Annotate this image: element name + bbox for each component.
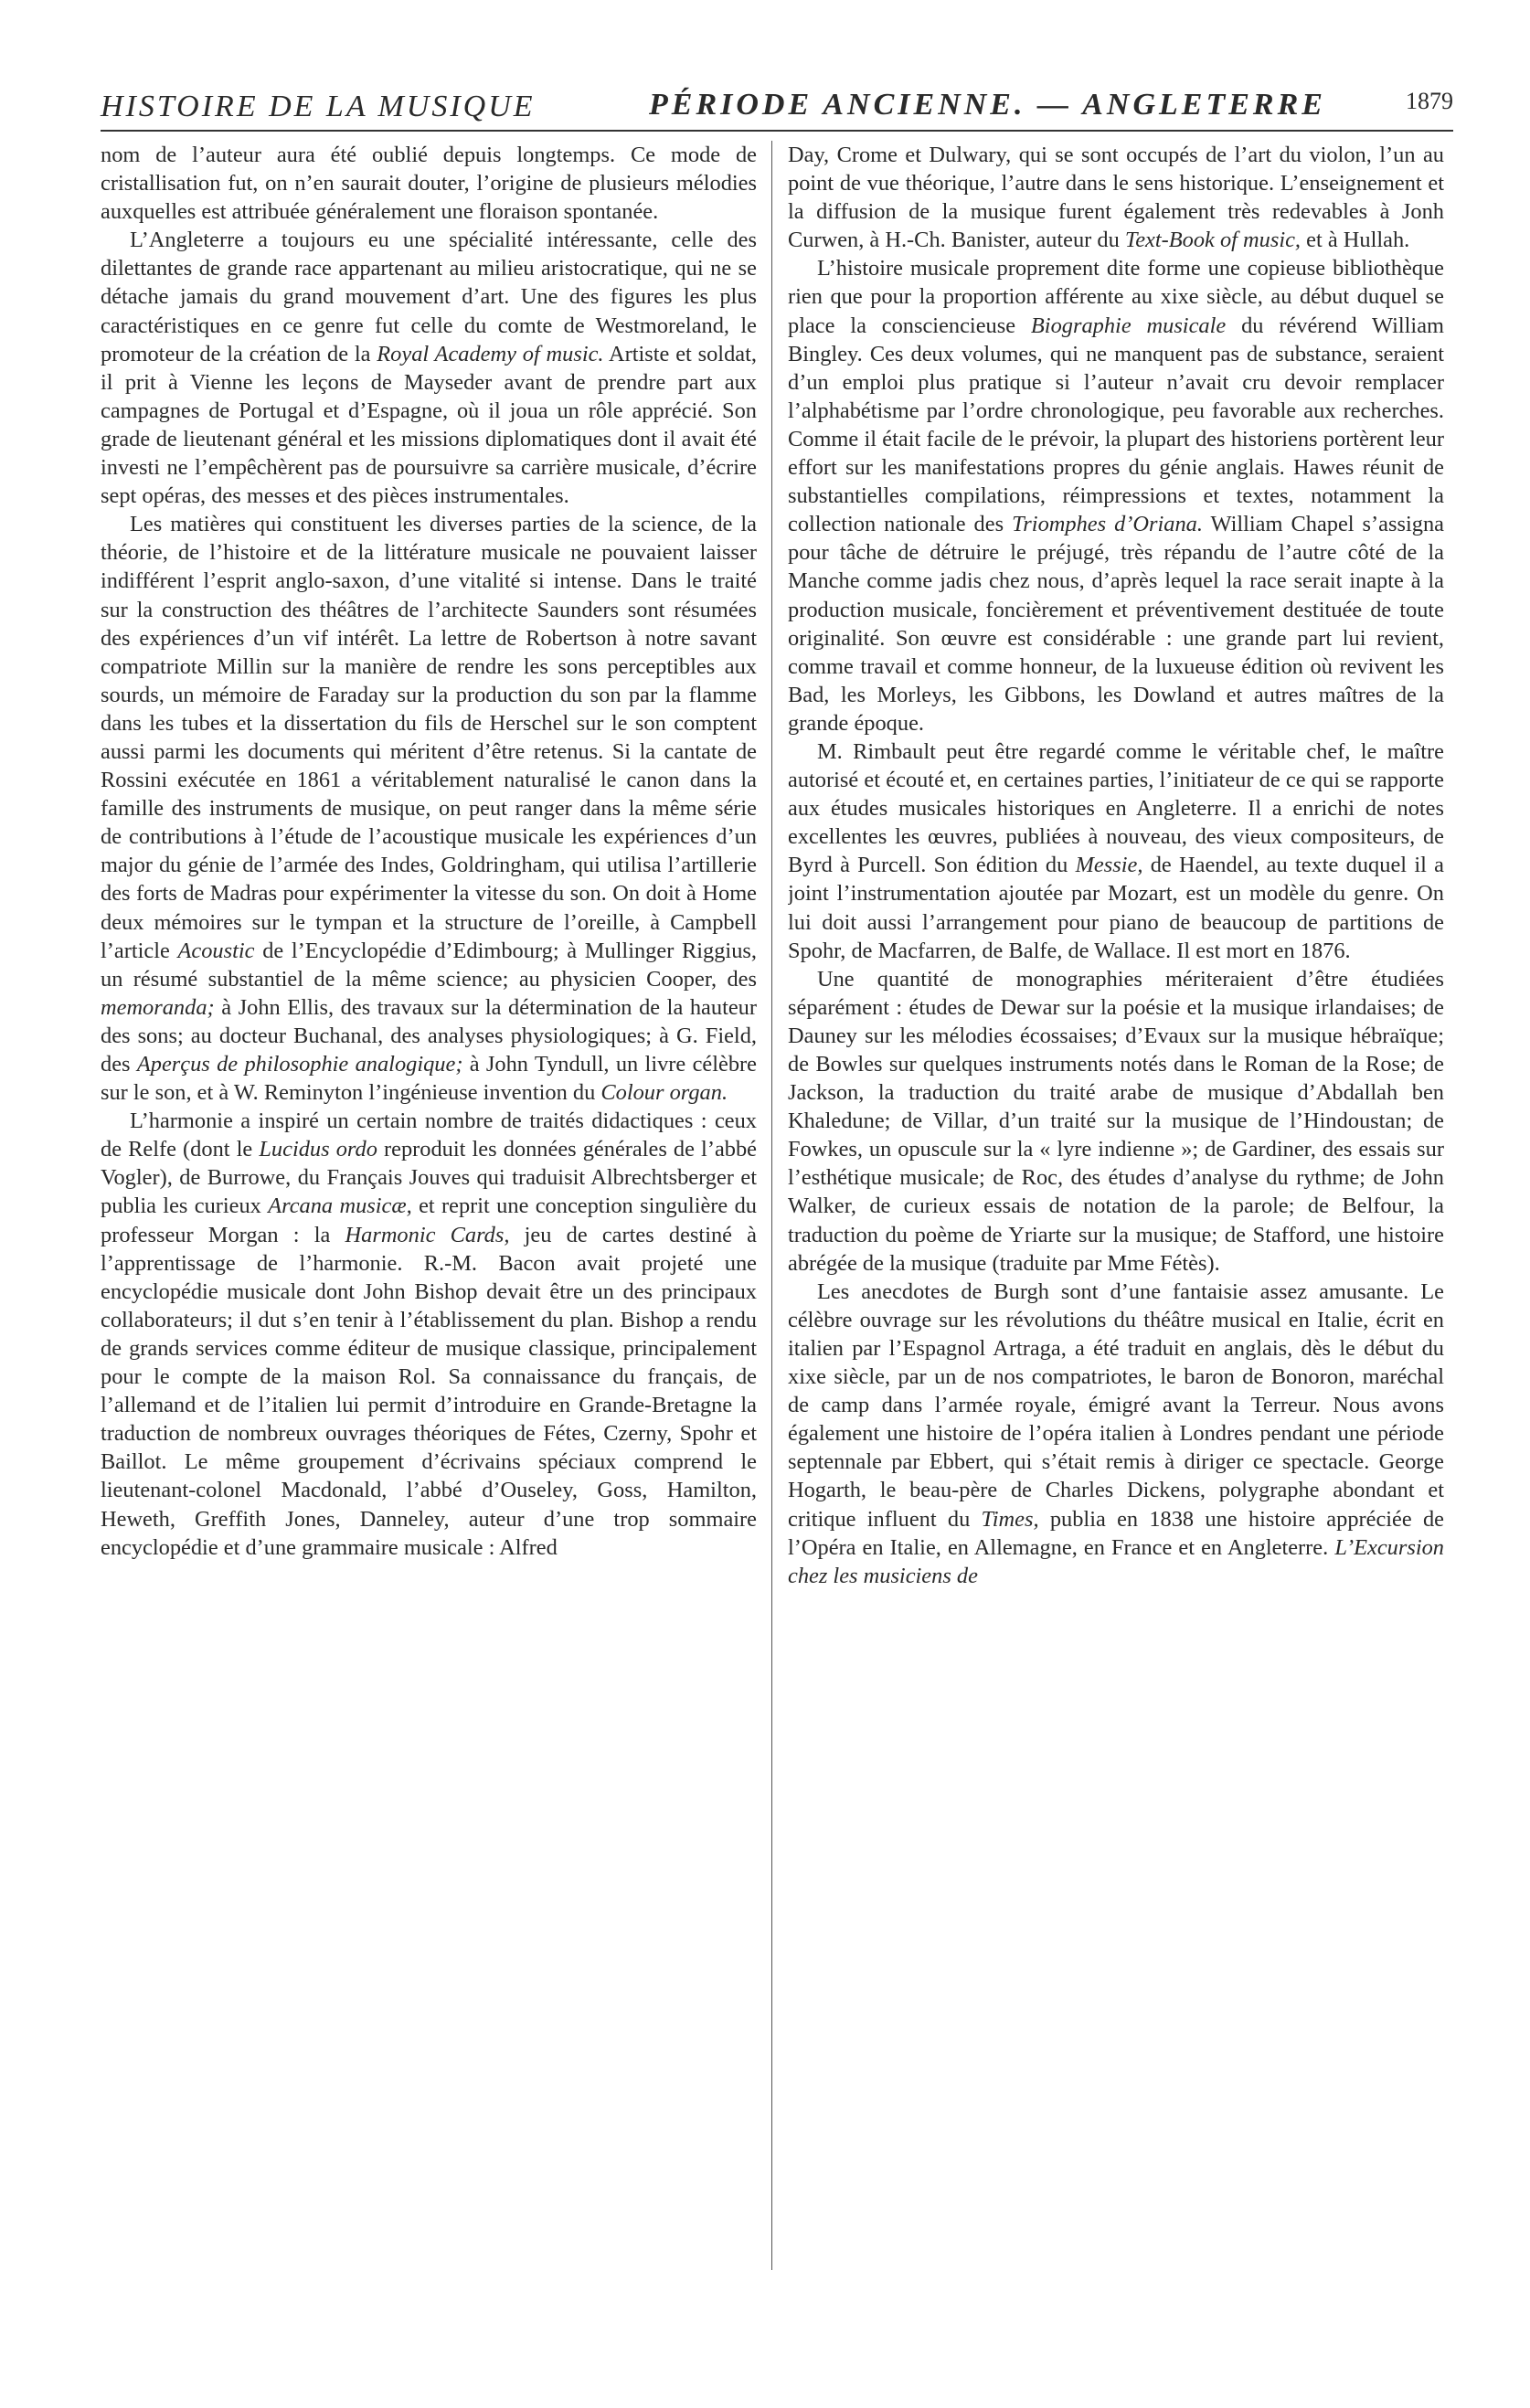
left-column — [101, 141, 757, 2361]
column-divider — [771, 141, 772, 2270]
page-number: 1879 — [1406, 88, 1453, 114]
paragraph: L’harmonie a inspiré un certain nombre de traités didactiques : ceux de Relfe (dont le Lucidus ordo reproduit les données générales de l’abbé Vogler), de Burrowe, du Français Jouves qui traduisit Albrechtsberger et publia les curieux Arcana musicæ, et reprit une conception singulière du professeur Morgan : la Harmonic Cards, jeu de cartes destiné à l’apprentissage de l’harmonie. R.-M. Bacon avait projeté une encyclopédie musicale dont John Bishop devait être un des principaux collaborateurs; il dut s’en tenir à l’établissement du plan. Bishop a rendu de grands services comme éditeur de musique classique, principalement pour le compte de la maison Rol. Sa connaissance du français, de l’allemand et de l’italien lui permit d’introduire en Grande-Bretagne la traduction de nombreux ouvrages théoriques de Fétes, Czerny, Spohr et Baillot. Le même groupement d’écrivains spéciaux comprend le lieutenant-colonel Macdonald, l’abbé d’Ouseley, Goss, Hamilton, Heweth, Greffith Jones, Danneley, auteur d’une trop sommaire encyclopédie et d’une grammaire musicale : Alfred — [101, 1109, 757, 1560]
right-column — [788, 141, 1444, 2361]
paragraph: M. Rimbault peut être regardé comme le véritable chef, le maître autorisé et écouté et, en certaines parties, l’initiateur de ce qui se rapporte aux études musicales historiques en Angleterre. Il a enrichi de notes excellentes les œuvres, publiées à nouveau, des vieux compositeurs, de Byrd à Purcell. Son édition du Messie, de Haendel, au texte duquel il a joint l’instrumentation ajoutée par Mozart, est un modèle du genre. On lui doit aussi l’arrangement pour piano de beaucoup de partitions de Spohr, de Macfarren, de Balfe, de Wallace. Il est mort en 1876. — [788, 738, 1444, 963]
paragraph: Les matières qui constituent les diverses parties de la science, de la théorie, de l’histoire et de la littérature musicale ne pouvaient laisser indifférent l’esprit anglo-saxon, d’une vitalité si intense. Dans le traité sur la construction des théâtres de l’architecte Saunders sont résumées des expériences d’un vif intérêt. La lettre de Robertson à notre savant compatriote Millin sur la manière de rendre les sons perceptibles aux sourds, un mémoire de Faraday sur la production du son par la flamme dans les tubes et la dissertation du fils de Herschel sur le son comptent aussi parmi les documents qui méritent d’être retenus. Si la cantate de Rossini exécutée en 1861 a véritablement naturalisé le canon dans la famille des instruments de musique, on peut ranger dans la même série de contributions à l’étude de l’acoustique musicale les expériences d’un major du génie de l’armée des Indes, Goldringham, qui utilisa l’artillerie des forts de Madras pour expérimenter la vitesse du son. On doit à Home deux mémoires sur le tympan et la structure de l’oreille, à Campbell l’article Acoustic de l’Encyclopédie d’Edimbourg; à Mullinger Riggius, un résumé substantiel de la même science; au physicien Cooper, des memoranda; à John Ellis, des travaux sur la détermination de la hauteur des sons; au docteur Buchanal, des analyses physiologiques; à G. Field, des Aperçus de philosophie analogique; à John Tyndull, un livre célèbre sur le son, et à W. Reminyton l’ingénieuse invention du Colour organ. — [101, 512, 757, 1106]
header-center-title: PÉRIODE ANCIENNE. — ANGLETERRE — [649, 88, 1326, 122]
paragraph: nom de l’auteur aura été oublié depuis longtemps. Ce mode de cristallisation fut, on n’en saurait douter, l’origine de plusieurs mélodies auxquelles est attribuée généralement une floraison spontanée. — [101, 143, 757, 225]
paragraph: L’histoire musicale proprement dite forme une copieuse bibliothèque rien que pour la proportion afférente au xixe siècle, au début duquel se place la consciencieuse Biographie musicale du révérend William Bingley. Ces deux volumes, qui ne manquent pas de substance, seraient d’un emploi plus pratique si l’auteur n’avait cru devoir remplacer l’alphabétisme par l’ordre chronologique, peu favorable aux recherches. Comme il était facile de le prévoir, la plupart des historiens portèrent leur effort sur les manifestations propres du génie anglais. Hawes réunit de substantielles compilations, réimpressions et textes, notamment la collection nationale des Triomphes d’Oriana. William Chapel s’assigna pour tâche de détruire le préjugé, très répandu de l’autre côté de la Manche comme jadis chez nous, d’après lequel la race serait inapte à la production musicale, foncièrement et préventivement destituée de toute originalité. Son œuvre est considérable : une grande part lui revient, comme travail et comme honneur, de la luxueuse édition où revivent les Bad, les Morleys, les Gibbons, les Dowland et autres maîtres de la grande époque. — [788, 256, 1444, 736]
paragraph: Day, Crome et Dulwary, qui se sont occupés de l’art du violon, l’un au point de vue théorique, l’autre dans le sens historique. L’enseignement et la diffusion de la musique furent également très redevables à Jonh Curwen, à H.-Ch. Banister, auteur du Text-Book of music, et à Hullah. — [788, 143, 1444, 253]
page — [101, 88, 1453, 2372]
paragraph: L’Angleterre a toujours eu une spécialité intéressante, celle des dilettantes de grande race appartenant au milieu aristocratique, qui ne se détache jamais du grand mouvement d’art. Une des figures les plus caractéristiques en ce genre fut celle du comte de Westmoreland, le promoteur de la création de la Royal Academy of music. Artiste et soldat, il prit à Vienne les leçons de Mayseder avant de prendre part aux campagnes de Portugal et d’Espagne, où il joua un rôle apprécié. Son grade de lieutenant général et les missions diplomatiques dont il avait été investi ne l’empêchèrent pas de poursuivre sa carrière musicale, d’écrire sept opéras, des messes et des pièces instrumentales. — [101, 228, 757, 509]
running-header — [101, 88, 1453, 128]
header-rule — [101, 130, 1453, 132]
paragraph: Les anecdotes de Burgh sont d’une fantaisie assez amusante. Le célèbre ouvrage sur les révolutions du théâtre musical en Italie, écrit en italien par l’Espagnol Artraga, a été traduit en anglais, dès le début du xixe siècle, par un de nos compatriotes, le baron de Bonoron, maréchal de camp dans l’armée royale, émigré avant la Terreur. Nous avons également une histoire de l’opéra italien à Londres pendant une période septennale par Ebbert, qui s’était remis à diriger ce spectacle. George Hogarth, le beau-père de Charles Dickens, polygraphe abondant et critique influent du Times, publia en 1838 une histoire appréciée de l’Opéra en Italie, en Allemagne, en France et en Angleterre. L’Excursion chez les musiciens de — [788, 1278, 1444, 1588]
paragraph: Une quantité de monographies mériteraient d’être étudiées séparément : études de Dewar sur la poésie et la musique irlandaises; de Dauney sur les mélodies écossaises; d’Evaux sur la musique hébraïque; de Bowles sur quelques instruments notés dans le Roman de la Rose; de Jackson, la traduction du traité arabe de musique d’Abdallah ben Khaledune; de Villar, d’un traité sur la musique de l’Hindoustan; de Fowkes, un opuscule sur la « lyre indienne »; de Gardiner, des essais sur l’esthétique musicale; de Roc, des études d’analyse du rythme; de John Walker, de curieux essais de notation de la parole; de Belfour, la traduction du poème de Yriarte sur la musique; de Stafford, une histoire abrégée de la musique (traduite par Mme Fétès). — [788, 966, 1444, 1276]
header-left-title: HISTOIRE DE LA MUSIQUE — [101, 90, 536, 123]
